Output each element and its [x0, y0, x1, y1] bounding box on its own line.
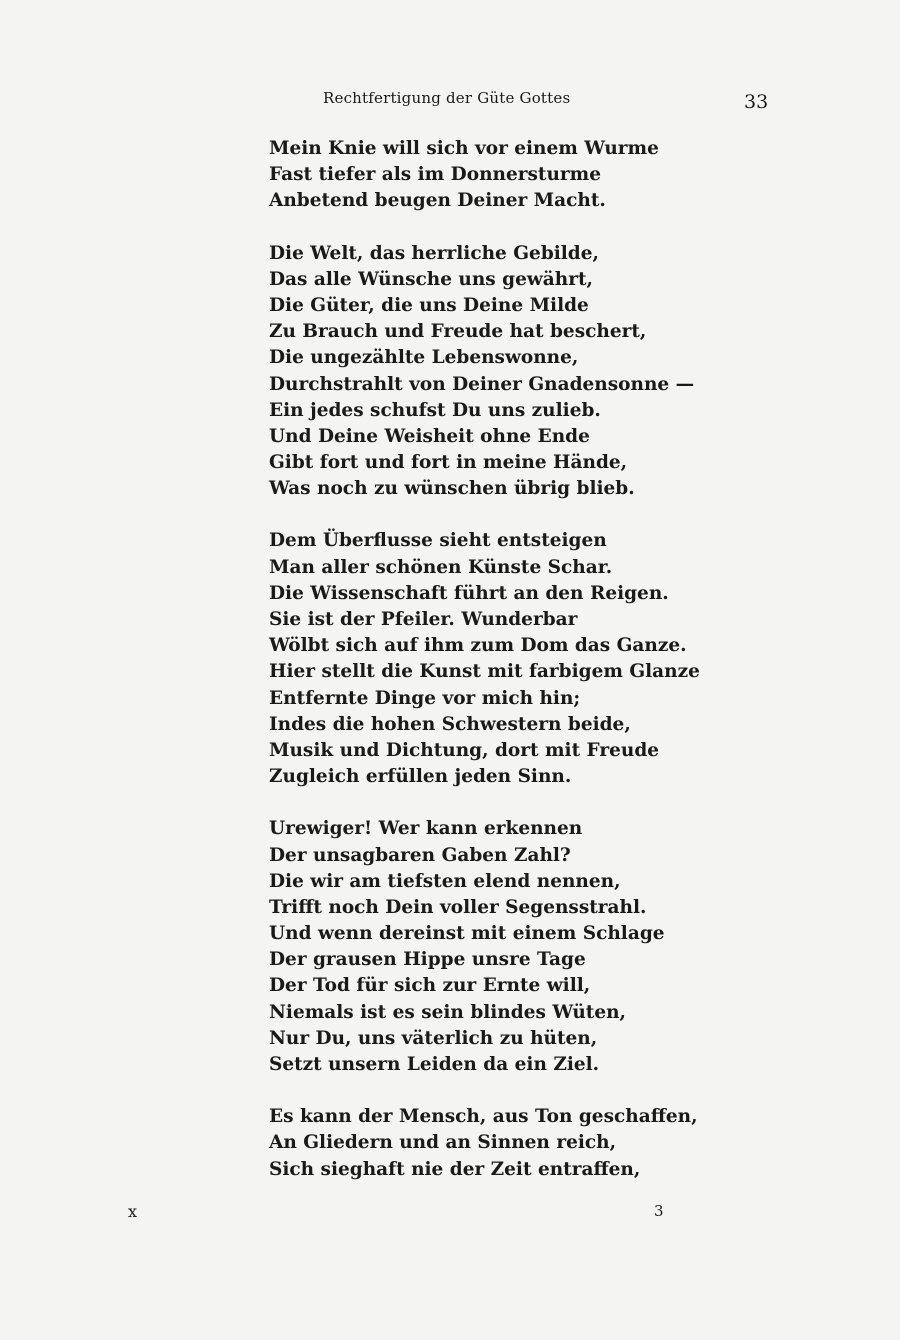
poem-line: Niemals ist es sein blindes Wüten, — [269, 1001, 627, 1023]
poem-line: Der grausen Hippe unsre Tage — [269, 949, 586, 971]
poem-line: Entfernte Dinge vor mich hin; — [269, 687, 581, 709]
poem-line: Die ungezählte Lebenswonne, — [269, 347, 579, 369]
poem-line: Setzt unsern Leiden da ein Ziel. — [269, 1054, 600, 1075]
poem-line: Und wenn dereinst mit einem Schlage — [269, 923, 665, 945]
poem-line: Sich sieghaft nie der Zeit entraffen, — [269, 1158, 641, 1180]
poem-line: Wölbt sich auf ihm zum Dom das Ganze. — [269, 635, 687, 657]
poem-line: Durchstrahlt von Deiner Gnadensonne — — [269, 373, 695, 395]
page-number: 33 — [744, 91, 769, 113]
poem-line: Der Tod für sich zur Ernte will, — [269, 975, 591, 997]
poem-line: Ein jedes schufst Du uns zulieb. — [269, 399, 601, 421]
poem-line: Urewiger! Wer kann erkennen — [269, 818, 583, 840]
poem-line: Anbetend beugen Deiner Macht. — [269, 190, 606, 212]
stanza — [269, 528, 700, 790]
poem-line: Was noch zu wünschen übrig blieb. — [269, 478, 635, 500]
poem-line: An Gliedern und an Sinnen reich, — [269, 1132, 617, 1154]
poem-line: Es kann der Mensch, aus Ton geschaffen, — [269, 1106, 698, 1128]
stanza — [269, 136, 700, 215]
poem-line: Und Deine Weisheit ohne Ende — [269, 425, 590, 447]
stanza — [269, 241, 700, 503]
poem-line: Man aller schönen Künste Schar. — [269, 556, 613, 578]
poem-line: Zu Brauch und Freude hat beschert, — [269, 321, 647, 343]
stanza — [269, 816, 700, 1078]
poem-line: Die Welt, das herrliche Gebilde, — [269, 242, 599, 264]
poem-line: Fast tiefer als im Donnersturme — [269, 164, 601, 186]
poem-line: Musik und Dichtung, dort mit Freude — [269, 739, 660, 761]
poem-line: Die Güter, die uns Deine Milde — [269, 294, 589, 316]
stanza — [269, 1104, 700, 1183]
poem-line: Sie ist der Pfeiler. Wunderbar — [269, 609, 578, 630]
poem-body — [269, 136, 700, 1209]
poem-line: Die wir am tiefsten elend nennen, — [269, 870, 621, 892]
poem-line: Die Wissenschaft führt an den Reigen. — [269, 582, 669, 604]
signature-mark: x — [128, 1202, 138, 1221]
poem-line: Gibt fort und fort in meine Hände, — [269, 452, 628, 474]
poem-line: Das alle Wünsche uns gewährt, — [269, 268, 593, 290]
poem-line: Dem Überflusse sieht entsteigen — [269, 530, 607, 552]
poem-line: Mein Knie will sich vor einem Wurme — [269, 138, 659, 159]
poem-line: Hier stellt die Kunst mit farbigem Glanze — [269, 661, 700, 683]
signature-number: 3 — [654, 1202, 664, 1220]
poem-line: Trifft noch Dein voller Segensstrahl. — [269, 896, 647, 918]
poem-line: Der unsagbaren Gaben Zahl? — [269, 844, 571, 866]
poem-line: Nur Du, uns väterlich zu hüten, — [269, 1027, 598, 1049]
poem-line: Zugleich erfüllen jeden Sinn. — [269, 766, 572, 788]
poem-line: Indes die hohen Schwestern beide, — [269, 713, 631, 735]
running-title: Rechtfertigung der Güte Gottes — [323, 89, 571, 107]
